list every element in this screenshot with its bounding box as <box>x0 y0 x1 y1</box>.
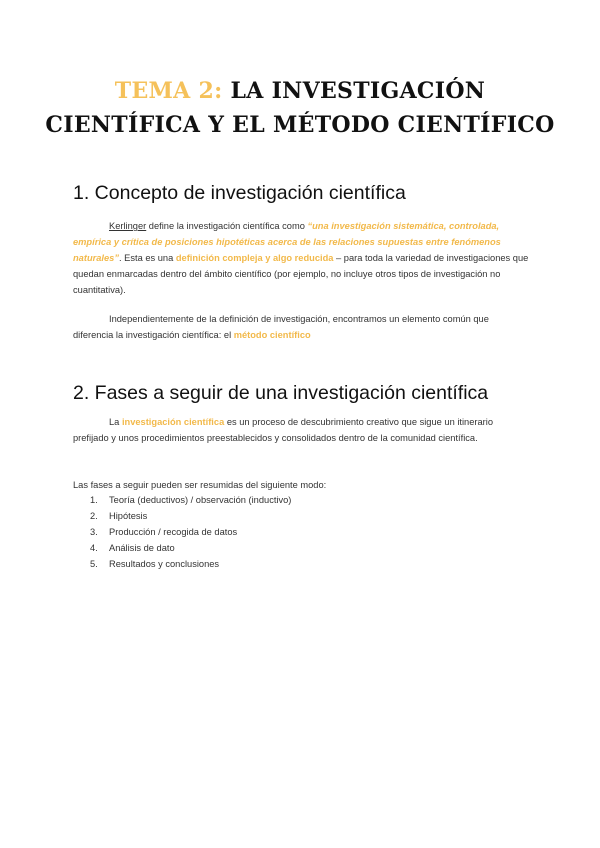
section-1-paragraph-2: Independientemente de la definición de investigación, encontramos un elemento común que diferencia la investigación científica: el método científico <box>73 314 489 340</box>
section-1-heading: 1. Concepto de investigación científica <box>73 182 406 204</box>
list-item: 3. Producción / recogida de datos <box>90 527 238 537</box>
section-2-heading: 2. Fases a seguir de una investigación científica <box>73 382 489 404</box>
page-title <box>0 74 600 142</box>
section-2-paragraph-1: La investigación científica es un proceso de descubrimiento creativo que sigue un itinerario prefijado y unos procedimientos preestablecidos y consolidados dentro de la comunidad científica. <box>73 417 493 443</box>
list-item: 4. Análisis de dato <box>90 543 175 553</box>
section-2-paragraph-2: Las fases a seguir pueden ser resumidas del siguiente modo: <box>73 480 327 490</box>
section-1-paragraph-1: Kerlinger define la investigación científica como “una investigación sistemática, controlada, empírica y crítica de posiciones hipotéticas acerca de las relaciones supuestas entre fenómenos naturales”. Esta es una definición compleja y algo reducida – para toda la variedad de investigaciones que quedan enmarcadas dentro del ámbito científico (por ejemplo, no incluye otros tipos de investigación no cuantitativa). <box>73 221 529 295</box>
highlight-metodo: método científico <box>233 330 311 340</box>
list-item: 1. Teoría (deductivos) / observación (inductivo) <box>90 495 292 505</box>
highlight-investigacion: investigación científica <box>121 417 225 427</box>
phases-list <box>73 492 531 572</box>
list-item: 5. Resultados y conclusiones <box>90 559 220 569</box>
list-item: 2. Hipótesis <box>90 511 148 521</box>
definition-quote: “una investigación sistemática, controlada, empírica y crítica de posiciones hipotéticas acerca de las relaciones supuestas entre fenómenos naturales” <box>73 221 501 263</box>
title-accent: TEMA 2: <box>114 78 223 104</box>
title-line-1 <box>0 74 600 108</box>
title-line-1-text: LA INVESTIGACIÓN <box>222 78 486 104</box>
highlight-definition: definición compleja y algo reducida <box>175 253 334 263</box>
author-name: Kerlinger <box>109 221 147 231</box>
title-line-2: CIENTÍFICA Y EL MÉTODO CIENTÍFICO <box>45 112 555 138</box>
